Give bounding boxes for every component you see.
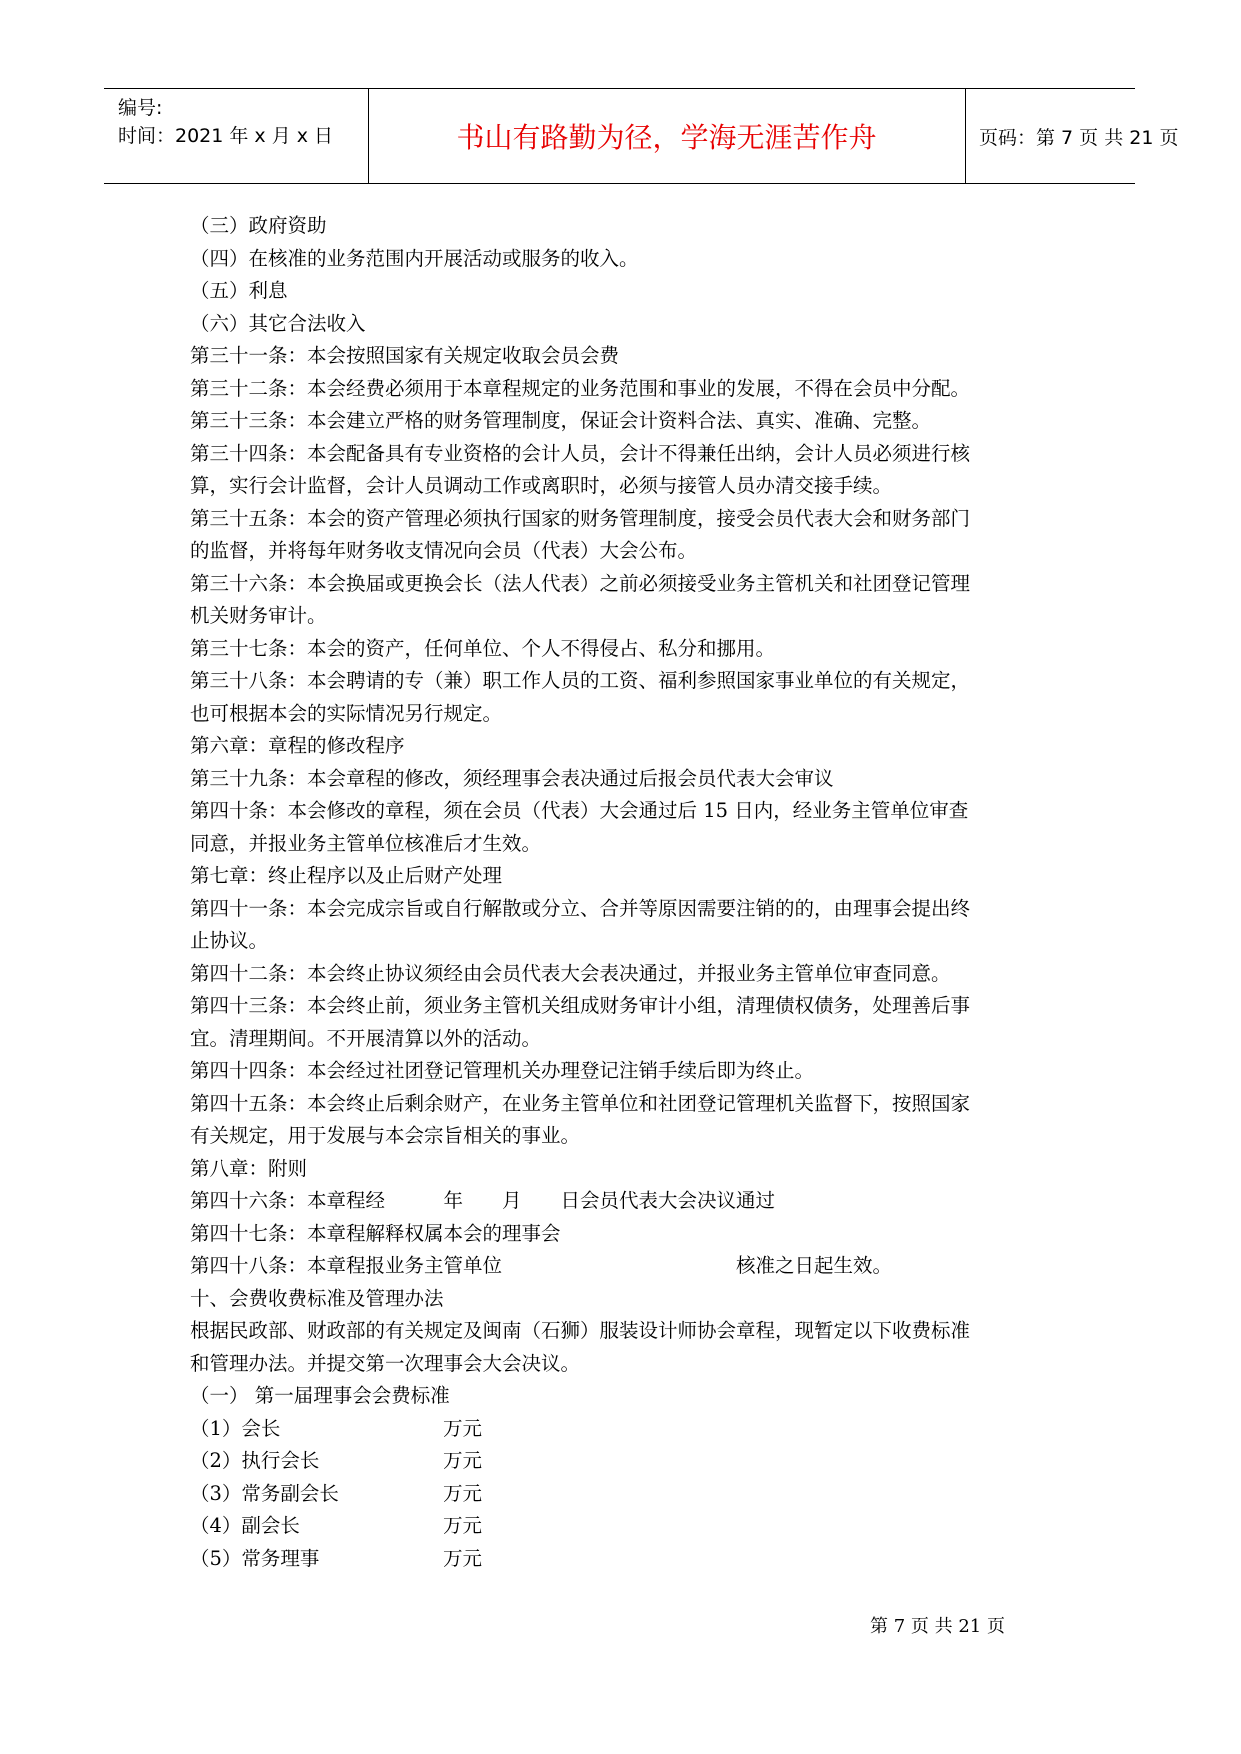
- header-motto-cell: [368, 89, 966, 183]
- body-line: 第四十条：本会修改的章程，须在会员（代表）大会通过后 15 日内，经业务主管单位审查: [190, 799, 969, 822]
- body-line: 根据民政部、财政部的有关规定及闽南（石狮）服装设计师协会章程，现暂定以下收费标准: [190, 1319, 971, 1342]
- body-line: 有关规定，用于发展与本会宗旨相关的事业。: [190, 1124, 581, 1147]
- body-line: 第四十二条：本会终止协议须经由会员代表大会表决通过，并报业务主管单位审查同意。: [190, 961, 951, 985]
- body-line: 的监督，并将每年财务收支情况向会员（代表）大会公布。: [190, 539, 698, 562]
- body-line: 十、会费收费标准及管理办法: [190, 1286, 444, 1310]
- body-line: 第三十一条：本会按照国家有关规定收取会员会费: [190, 344, 620, 367]
- body-line: 第四十八条：本章程报业务主管单位 核准之日起生效。: [190, 1254, 893, 1277]
- fee-unit: 万元: [443, 1416, 483, 1440]
- body-line: 第四十五条：本会终止后剩余财产，在业务主管单位和社团登记管理机关监督下，按照国家: [190, 1091, 971, 1115]
- body-line: 第三十二条：本会经费必须用于本章程规定的业务范围和事业的发展，不得在会员中分配。: [190, 376, 971, 400]
- fee-unit: 万元: [443, 1481, 483, 1505]
- header-left-cell: [104, 89, 369, 183]
- body-line: （四）在核准的业务范围内开展活动或服务的收入。: [190, 246, 639, 270]
- body-line: （五）利息: [190, 279, 288, 302]
- body-line: 和管理办法。并提交第一次理事会大会决议。: [190, 1351, 581, 1375]
- body-line: 止协议。: [190, 929, 269, 952]
- fee-row: [190, 1445, 1070, 1478]
- header-page-info: 页码：第 7 页 共 21 页: [979, 126, 1179, 149]
- body-line: （六）其它合法收入: [190, 311, 366, 335]
- fee-unit: 万元: [443, 1514, 483, 1537]
- body-line: 第八章：附则: [190, 1156, 308, 1180]
- header-page-cell: [965, 89, 1179, 183]
- body-line: 第四十四条：本会经过社团登记管理机关办理登记注销手续后即为终止。: [190, 1059, 815, 1082]
- body-line: 第四十三条：本会终止前，须业务主管机关组成财务审计小组，清理债权债务，处理善后事: [190, 994, 971, 1017]
- fee-row: [190, 1543, 1070, 1576]
- body-line: 第七章：终止程序以及止后财产处理: [190, 864, 503, 887]
- body-line: 第三十六条：本会换届或更换会长（法人代表）之前必须接受业务主管机关和社团登记管理: [190, 571, 971, 595]
- fee-row: [190, 1478, 1070, 1511]
- body-line: 算，实行会计监督，会计人员调动工作或离职时，必须与接管人员办清交接手续。: [190, 474, 893, 497]
- body-line: 机关财务审计。: [190, 604, 327, 627]
- page-header: [104, 88, 1179, 184]
- body-line: 第三十七条：本会的资产，任何单位、个人不得侵占、私分和挪用。: [190, 636, 776, 660]
- motto-text: 书山有路勤为径，学海无涯苦作舟: [456, 121, 877, 154]
- body-line: 第六章：章程的修改程序: [190, 734, 405, 757]
- document-time-label: 时间：2021 年 x 月 x 日: [118, 125, 334, 147]
- body-line: 第三十五条：本会的资产管理必须执行国家的财务管理制度，接受会员代表大会和财务部门: [190, 506, 971, 530]
- body-line: 也可根据本会的实际情况另行规定。: [190, 701, 503, 725]
- fee-item-label: （2）执行会长: [190, 1449, 320, 1472]
- fee-row: [190, 1413, 1070, 1446]
- fee-item-label: （4）副会长: [190, 1514, 300, 1537]
- body-line: 第三十三条：本会建立严格的财务管理制度，保证会计资料合法、真实、准确、完整。: [190, 409, 932, 432]
- body-line: 宜。清理期间。不开展清算以外的活动。: [190, 1026, 542, 1050]
- body-line: 第三十四条：本会配备具有专业资格的会计人员，会计不得兼任出纳，会计人员必须进行核: [190, 441, 971, 465]
- body-line: 第四十七条：本章程解释权属本会的理事会: [190, 1221, 561, 1245]
- body-line: 第四十一条：本会完成宗旨或自行解散或分立、合并等原因需要注销的的，由理事会提出终: [190, 896, 971, 920]
- page-footer: 第 7 页 共 21 页: [870, 1616, 1005, 1637]
- body-line: 同意，并报业务主管单位核准后才生效。: [190, 831, 542, 855]
- body-line: 第四十六条：本章程经 年 月 日会员代表大会决议通过: [190, 1189, 776, 1212]
- body-line: （一） 第一届理事会会费标准: [190, 1384, 450, 1407]
- fee-unit: 万元: [443, 1449, 483, 1472]
- body-line: （三）政府资助: [190, 214, 327, 237]
- fee-unit: 万元: [443, 1546, 483, 1570]
- document-number-label: 编号:: [118, 97, 163, 119]
- body-line: 第三十九条：本会章程的修改，须经理事会表决通过后报会员代表大会审议: [190, 766, 834, 790]
- fee-item-label: （1）会长: [190, 1416, 281, 1440]
- document-body: [190, 210, 1070, 1575]
- fee-item-label: （5）常务理事: [190, 1546, 320, 1570]
- fee-item-label: （3）常务副会长: [190, 1481, 339, 1505]
- body-line: 第三十八条：本会聘请的专（兼）职工作人员的工资、福利参照国家事业单位的有关规定，: [190, 669, 971, 692]
- fee-row: [190, 1510, 1070, 1543]
